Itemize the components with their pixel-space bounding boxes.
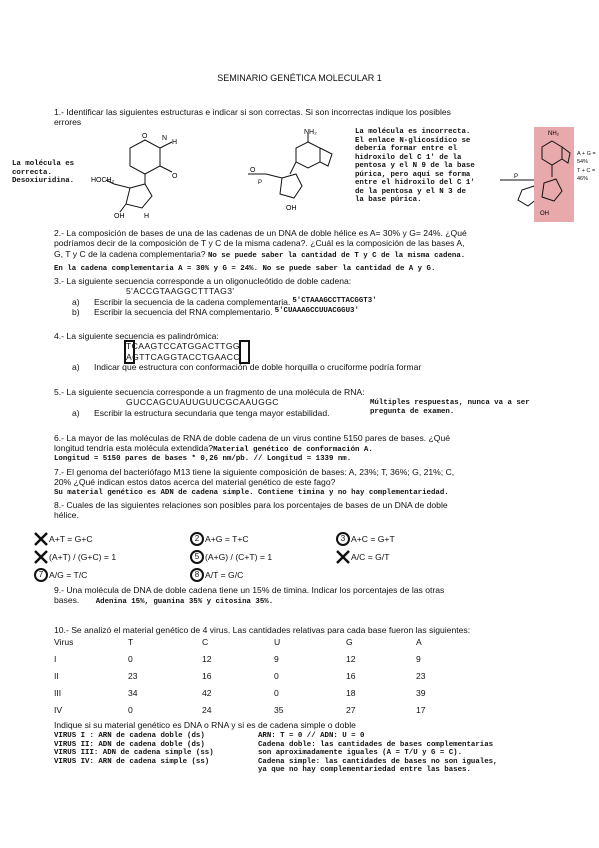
- svg-text:OH: OH: [540, 211, 549, 217]
- q8-option-text: A+T = G+C: [49, 533, 93, 544]
- question-6: 6.- La mayor de las moléculas de RNA de doble cadena de un virus contine 5150 pares de bases. ¿Qué longitud tendría esta molécula extendida?Material genético de conformación A. Longitud = 5150 pares de bases * 0,26 nm/pb. // Longitud = 1339 nm.: [54, 433, 451, 463]
- q8-option-text: A/G = T/C: [49, 569, 88, 580]
- table-row: I 0 12 9 12 9: [54, 654, 421, 664]
- q2-answer: En la cadena complementaria A = 30% y G = 24%. No se puede saber la cantidad de A y G.: [54, 265, 436, 273]
- svg-text:O: O: [250, 167, 256, 174]
- q4-box-right: [239, 340, 250, 364]
- purine-nucleotide-structure: [248, 128, 338, 218]
- svg-text:NH₂: NH₂: [548, 131, 559, 137]
- q4-box-left: [124, 340, 135, 364]
- svg-text:HOCH₂: HOCH₂: [91, 177, 115, 184]
- deoxyuridine-structure: [90, 132, 190, 220]
- purine-base-structure: [534, 127, 574, 222]
- cross-mark-icon: [34, 532, 48, 546]
- q8-option: [34, 532, 93, 546]
- svg-text:H: H: [172, 139, 178, 146]
- pink-labels: A + G = 54% T + C = 46%: [577, 151, 596, 182]
- svg-text:N: N: [162, 135, 168, 142]
- q8-option-text: A+C = G+T: [351, 533, 395, 544]
- q8-option-text: A/C = G/T: [351, 551, 390, 562]
- q8-option-text: A/T = G/C: [205, 569, 244, 580]
- question-8: 8.- Cuales de las siguientes relaciones son posibles para los porcentajes de bases de un DNA de doble hélice.: [54, 500, 448, 521]
- q8-option: [336, 532, 395, 546]
- question-9: 9.- Una molécula de DNA de doble cadena tiene un 15% de timina. Indicar los porcentajes de las otras bases. Adenina 15%, guanina 35% y citosina 35%.: [54, 585, 445, 607]
- q1-text-line2: errores: [54, 117, 82, 128]
- svg-text:O: O: [172, 173, 178, 180]
- cross-mark-icon: [336, 550, 350, 564]
- q5-note: Múltiples respuestas, nunca va a ser pregunta de examen.: [370, 399, 530, 416]
- question-3: 3.- La siguiente secuencia corresponde a un oligonucleótido de doble cadena: 5'ACCGTAAGGCTTTAG3' a) Escribir la secuencia de la cadena complementaria. 5'CTAAAGCCTTACGGT3' b) Escribir la secuencia del RNA complementario. 5'CUAAAGCCUUACGGU3': [54, 276, 544, 317]
- page-title: SEMINARIO GENÉTICA MOLECULAR 1: [217, 73, 382, 83]
- q8-option-text: A+G = T+C: [205, 533, 249, 544]
- table-header: Virus T C U G A: [54, 637, 422, 647]
- q10-answers-left: VIRUS I : ARN de cadena doble (ds) VIRUS II: ADN de cadena doble (ds) VIRUS III: ADN de cadena simple (ss) VIRUS IV: ARN de cadena simple (ss): [54, 732, 214, 766]
- q8-option-text: (A+T) / (G+C) = 1: [49, 551, 117, 562]
- q4-sequence-top: TCAAGTCCATGGACTTGG: [126, 341, 240, 352]
- q10-indicate: Indique si su material genético es DNA o RNA y si es de cadena simple o doble: [54, 720, 356, 730]
- question-2: 2.- La composición de bases de una de las cadenas de un DNA de doble hélice es A= 30% y G= 24%. ¿Qué podríamos decir de la composición de T y C de la misma cadena?. ¿Cuál es la composición de las bases A, G, T y C de la cadena complementaria? No se puede saber la cantidad de T y C de la misma cadena.: [54, 228, 467, 260]
- q8-option: [190, 532, 249, 546]
- circled-number: 8: [190, 568, 204, 582]
- question-5: 5.- La siguiente secuencia corresponde a un fragmento de una molécula de RNA: GUCCAGCUAUUGUUCGCAAUGGC a) Escribir la estructura secundaria que tenga mayor estabilidad.: [54, 387, 544, 418]
- q7-answer: Su material genético es ADN de cadena simple. Contiene timina y no hay complementariedad.: [54, 489, 449, 497]
- virus-table: [54, 637, 554, 722]
- circled-number: 7: [34, 568, 48, 582]
- table-row: II 23 16 0 16 23: [54, 671, 426, 681]
- question-1: [54, 107, 544, 128]
- svg-text:NH₂: NH₂: [304, 129, 317, 136]
- q1-text-line1: 1.- Identificar las siguientes estructuras e indicar si son correctas. Si son incorrectas indique los posibles: [54, 107, 451, 117]
- question-4: 4.- La siguiente secuencia es palindrómica: TCAAGTCCATGGACTTGG AGTTCAGGTACCTGAACC a) Indicar que estructura con conformación de doble horquilla o cruciforme podría formar: [54, 331, 544, 372]
- question-10: 10.- Se analizó el material genético de 4 virus. Las cantidades relativas para cada base fueron las siguientes:: [54, 625, 471, 635]
- svg-text:H: H: [144, 213, 150, 220]
- question-7: 7.- El genoma del bacteriófago M13 tiene la siguiente composición de bases: A, 23%; T, 36%; G, 21%; C, 20% ¿Qué indican estos datos acerca del material genético de este fago?: [54, 467, 455, 488]
- q2-answer-inline: No se puede saber la cantidad de T y C de la misma cadena.: [207, 251, 466, 260]
- svg-text:OH: OH: [286, 205, 297, 212]
- svg-text:P: P: [258, 180, 263, 186]
- q3-sequence: 5'ACCGTAAGGCTTTAG3': [126, 286, 235, 297]
- q8-option: [34, 550, 116, 564]
- table-row: IV 0 24 35 27 17: [54, 705, 426, 715]
- svg-text:P: P: [514, 174, 519, 180]
- q4-sequence-bottom: AGTTCAGGTACCTGAACC: [126, 351, 240, 362]
- q8-option: [336, 550, 389, 564]
- q8-option: [190, 568, 243, 582]
- q8-option-text: (A+G) / (C+T) = 1: [205, 551, 273, 562]
- q8-option: [190, 550, 272, 564]
- svg-text:OH: OH: [114, 213, 125, 220]
- circled-number: 2: [190, 532, 204, 546]
- cross-mark-icon: [34, 550, 48, 564]
- svg-text:O: O: [142, 133, 148, 140]
- q1-note-left: La molécula es correcta. Desoxiuridina.: [12, 160, 75, 186]
- circled-number: 3: [336, 532, 350, 546]
- circled-number: 5: [190, 550, 204, 564]
- q5-sequence: GUCCAGCUAUUGUUCGCAAUGGC: [126, 397, 279, 408]
- q8-option: [34, 568, 87, 582]
- table-row: III 34 42 0 18 39: [54, 688, 426, 698]
- q10-answers-right: ARN: T = 0 // ADN: U = 0 Cadena doble: las cantidades de bases complementarias son aproximadamente iguales (A = T/U y G = C). Cadena simple: las cantidades de bases no son iguales, ya que no hay complementariedad entre las bases.: [258, 732, 498, 775]
- q1-note-right: La molécula es incorrecta. El enlace N-glicosídico se debería formar entre el hidroxilo del C 1' de la pentosa y el N 9 de la base púrica, pero aquí se forma entre el hidroxilo del C 1' de la pentosa y el N 3 de la base púrica.: [355, 128, 475, 205]
